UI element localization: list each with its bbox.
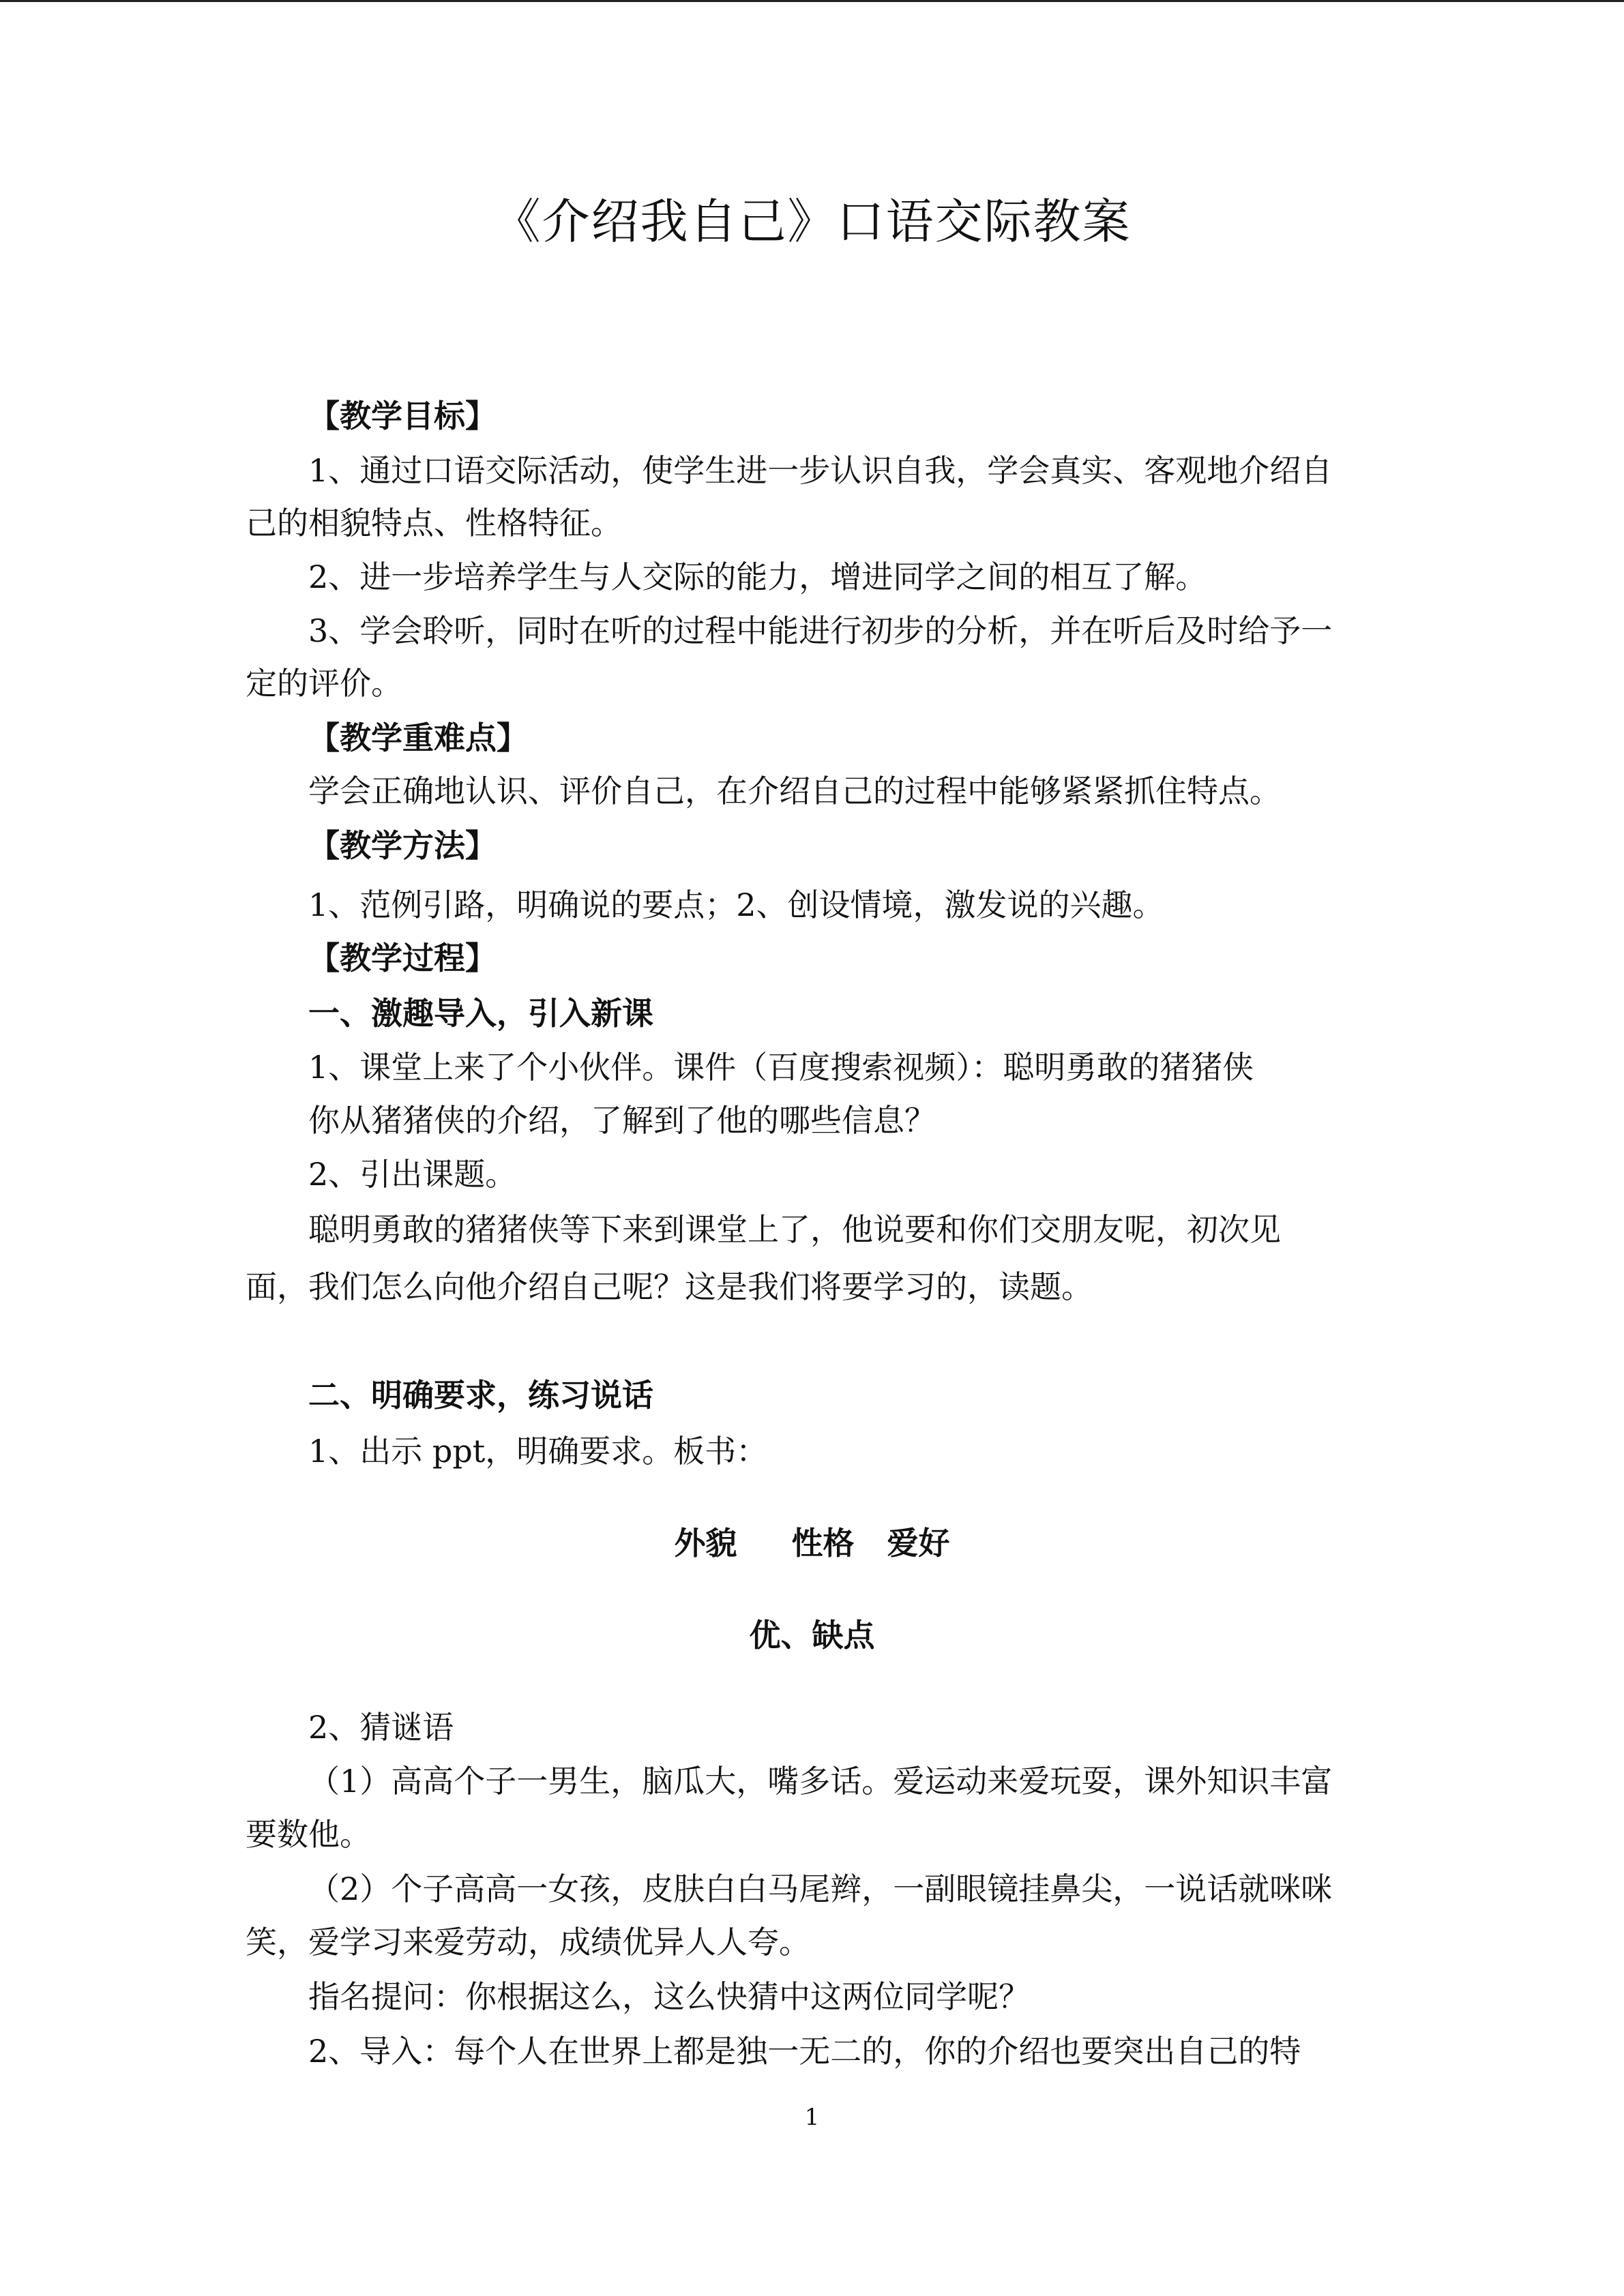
- page-number: 1: [804, 2104, 820, 2131]
- goal-2: 2、进一步培养学生与人交际的能力，增进同学之间的相互了解。: [308, 558, 1207, 595]
- step-2-item-1: 1、出示 ppt，明确要求。板书：: [308, 1433, 768, 1470]
- step-1-paragraph-line-1: 聪明勇敢的猪猪侠等下来到课堂上了，他说要和你们交朋友呢，初次见: [308, 1211, 1281, 1248]
- step-1-item-2: 2、引出课题。: [308, 1156, 517, 1193]
- step-1-item-1-question: 你从猪猪侠的介绍，了解到了他的哪些信息？: [308, 1102, 936, 1139]
- step-1-paragraph-line-2: 面，我们怎么向他介绍自己呢？这是我们将要学习的，读题。: [246, 1268, 1093, 1305]
- step-1-heading: 一、激趣导入，引入新课: [308, 995, 653, 1032]
- top-border: [0, 0, 1624, 2]
- key-points-heading: 【教学重难点】: [308, 719, 528, 756]
- document-title: 《介绍我自己》口语交际教案: [492, 194, 1132, 250]
- goal-3-line-2: 定的评价。: [246, 665, 402, 702]
- methods-heading: 【教学方法】: [308, 827, 497, 864]
- riddle-2-line-1: （2）个子高高一女孩，皮肤白白马尾辫，一副眼镜挂鼻尖，一说话就咪咪: [308, 1870, 1333, 1907]
- step-2-heading: 二、明确要求，练习说话: [308, 1377, 653, 1414]
- process-heading: 【教学过程】: [308, 940, 497, 976]
- riddle-1-line-2: 要数他。: [246, 1816, 371, 1853]
- question-line: 指名提问：你根据这么，这么快猜中这两位同学呢？: [308, 1978, 1030, 2015]
- goal-3-line-1: 3、学会聆听，同时在听的过程中能进行初步的分析，并在听后及时给予一: [308, 612, 1333, 649]
- riddle-1-line-1: （1）高高个子一男生，脑瓜大，嘴多话。爱运动来爱玩耍，课外知识丰富: [308, 1763, 1333, 1800]
- riddle-2-line-2: 笑，爱学习来爱劳动，成绩优异人人夸。: [246, 1924, 810, 1960]
- goal-1-line-1: 1、通过口语交际活动，使学生进一步认识自我，学会真实、客观地介绍自: [308, 452, 1333, 489]
- key-points-text: 学会正确地认识、评价自己，在介绍自己的过程中能够紧紧抓住特点。: [308, 773, 1281, 809]
- step-1-item-1: 1、课堂上来了个小伙伴。课件（百度搜索视频）：聪明勇敢的猪猪侠: [308, 1049, 1254, 1086]
- step-2-item-3: 2、导入：每个人在世界上都是独一无二的，你的介绍也要突出自己的特: [308, 2033, 1301, 2070]
- goal-1-line-2: 己的相貌特点、性格特征。: [246, 505, 622, 541]
- goals-heading: 【教学目标】: [308, 398, 497, 434]
- board-row-2: 优、缺点: [749, 1617, 875, 1654]
- board-row-1: 外貌 性格 爱好: [674, 1525, 950, 1562]
- step-2-item-2: 2、猜谜语: [308, 1709, 454, 1746]
- methods-text: 1、范例引路，明确说的要点；2、创设情境，激发说的兴趣。: [308, 886, 1164, 923]
